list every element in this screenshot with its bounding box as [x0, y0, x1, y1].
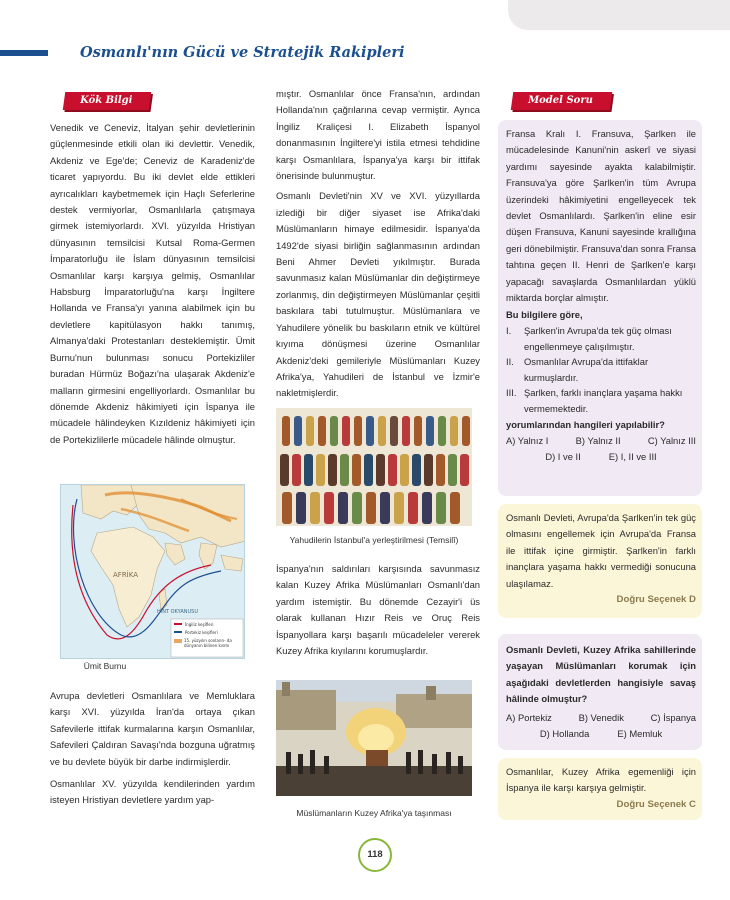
option-d[interactable]: D) I ve II	[545, 451, 581, 463]
question-2-options-row-2	[506, 726, 696, 742]
question-2-explanation-text: Osmanlılar, Kuzey Afrika egemenliği için İspanya ile karşı karşıya gelmiştir.	[506, 766, 696, 794]
map-legend-item: Portekiz keşifleri	[185, 630, 218, 635]
option-e[interactable]: E) I, II ve III	[608, 451, 657, 463]
left-paragraph-3: Osmanlılar XV. yüzyılda kendilerinden yardım isteyen Hristiyan devletlere yardım yap-	[50, 778, 255, 806]
option-d[interactable]: D) Hollanda	[539, 727, 590, 739]
question-1-answer: Doğru Seçenek D	[616, 594, 696, 606]
question-2-options-row-1	[506, 710, 696, 726]
left-paragraph-1: Venedik ve Ceneviz, İtalyan şehir devletlerinin güçlenmesinde etkili olan iki devlettir. Venedik, Akdeniz ve Ege'de; Ceneviz de Karadeniz'de ticaret yapıyordu. Bu iki devlet elde ettikleri ayrıcalıkları kaybetmemek için Haçlı Seferlerine destek vermiyorlar, Osmanlılarla çatışmaya girmek istemiyorlardı. XVI. yüzyılda Hristiyan dünyasının temsilcisi Kutsal Roma-Germen İmparatorluğu ile İslam dünyasının temsilcisi Osmanlılar karşı karşıya gelmiş, Osmanlılar Habsburg İmparatorluğu'na karşı İngiltere Hollanda ve Fransa'yı yanına alabilmek için bu devletlere kapitülasyon hakkı tanımış, Almanya'daki Protestanları desteklemiştir. Ümit Burnu'nun bulunması sonucu Portekizliler buradan Hürmüz Boğazı'na ulaşarak Akdeniz'e malların girmesini engelliyorlardı. Osmanlılar bu dönemde Akdeniz hâkimiyeti için İspanya ile mücadele hâlindeyken Kızıldeniz hâkimiyeti için de Portekizlilerle mücadele hâlinde olmuştur.	[50, 122, 255, 445]
page-title: Osmanlı'nın Gücü ve Stratejik Rakipleri	[80, 44, 405, 61]
question-1-options-row-2	[506, 449, 696, 465]
map-caption: Ümit Burnu	[83, 661, 127, 671]
world-map-illustration	[61, 485, 245, 659]
page-number: 118	[358, 838, 392, 872]
middle-paragraph-1: mıştır. Osmanlılar önce Fransa'nın, ardından Hollanda'nın çağrılarına cevap vermiştir. Ayrıca İngiliz Kraliçesi I. Elizabeth İspanyol donanmasının İngiltere'yi istila etmesi tehdidine karşı Osmanlılara, İspanya'ya karşı bir ittifak önerisinde bulunmuştur.	[276, 88, 480, 182]
question-2-answer: Doğru Seçenek C	[616, 798, 696, 810]
option-a[interactable]: A) Yalnız I	[506, 435, 549, 447]
corner-tab	[508, 0, 730, 30]
image-2-caption: Müslümanların Kuzey Afrika'ya taşınması	[296, 808, 452, 818]
left-paragraph-2: Avrupa devletleri Osmanlılara ve Memluklara karşı XVI. yüzyılda İran'da ortaya çıkan Safevilerle ittifak kurmalarına karşın Osmanlılar, Safevileri Çaldıran Savaşı'nda bozguna uğratmış ve bu devlete büyük bir darbe indirmişlerdir.	[50, 690, 255, 767]
option-a[interactable]: A) Portekiz	[506, 711, 552, 723]
middle-column	[276, 86, 480, 402]
question-1-stem: Fransa Kralı I. Fransuva, Şarlken ile mücadelesinde Kanuni'nin askerî ve siyasi yardımı sayesinde ayakta kalabilmiştir. Fransuva'ya göre Şarlken'in tüm Avrupa üzerindeki hâkimiyetini engelleyecek tek devlet Osmanlılardı. Şarlken'in eline esir düşen Fransuva, Kanuni sayesinde krallığına geri dönebilmiştir. Fransuva'dan sonra Fransa tahtına geçen II. Henri de Şarlken'e karşı yapacağı savaşlarda Osmanlılardan yüklü miktarda borçlar almıştır.	[506, 128, 696, 304]
map-ocean-label: HİNT OKYANUSU	[157, 609, 198, 615]
question-2-explanation	[506, 764, 696, 810]
question-1	[506, 126, 696, 465]
middle-paragraph-3: İspanya'nın saldırıları karşısında savunmasız kalan Kuzey Afrika Müslümanları Osmanlı'dan yardım istemiştir. Bu dönemde Cezayir'i üs olarak kullanan Hızır Reis ve Oruç Reis İspanyollara karşı başarılı mücadeleler vererek Kuzey Afrika kıyılarını korumuşlardır.	[276, 563, 480, 657]
statement-ii: II. Osmanlılar Avrupa'da ittifaklar kurmuşlardır.	[506, 356, 649, 383]
jewish-migration-image	[276, 408, 472, 526]
question-2	[506, 642, 696, 742]
map-legend-item: 15. yüzyılın sonların- da dünyanın bilinen kısmı	[184, 638, 232, 648]
question-1-options-row-1	[506, 433, 696, 449]
option-b[interactable]: B) Venedik	[578, 711, 624, 723]
north-africa-migration-image	[276, 680, 472, 796]
option-c[interactable]: C) Yalnız III	[647, 435, 696, 447]
middle-paragraph-2: Osmanlı Devleti'nin XV ve XVI. yüzyıllarda izlediği bir diğer siyaset ise Afrika'daki Müslümanların himaye edilmesidir. İspanya'da 1492'de siyasi birliğin sağlanmasının ardından Beni Ahmer Devleti yıkılmıştır. Burada savunmasız kalan Müslümanlar din değiştirmeye zorlanmış, din değiştirmeyen Müslümanlar çeşitli baskılara tabi tutulmuştur. Müslümanlara ve Yahudilere yönelik bu baskıların etnik ve kültürel kıyıma dönüşmesi üzerine Osmanlılar Akdeniz'deki gemileriyle Müslümanları Kuzey Afrika'ya, Yahudileri de İstanbul ve İzmir'e nakletmişlerdir.	[276, 190, 480, 399]
cape-route-map	[60, 484, 245, 659]
left-column	[50, 120, 255, 448]
question-1-explanation-text: Osmanlı Devleti, Avrupa'da Şarlken'in tek güç olmasını engellemek için Avrupa'da Fransa ile ittifak içine girmiştir. Şarlken'in farklı inançlara yaşama hakkı vermediği sonucuna ulaşılamaz.	[506, 512, 696, 589]
option-b[interactable]: B) Yalnız II	[575, 435, 621, 447]
kok-bilgi-label: Kök Bilgi	[64, 90, 150, 110]
question-2-stem: Osmanlı Devleti, Kuzey Afrika sahillerinde yaşayan Müslümanları korumak için aşağıdaki devletlerden hangisiyle savaş hâlinde olmuştur?	[506, 644, 696, 705]
image-1-caption: Yahudilerin İstanbul'a yerleştirilmesi (Temsilî)	[289, 535, 459, 545]
question-1-prompt: yorumlarından hangileri yapılabilir?	[506, 419, 665, 431]
option-e[interactable]: E) Memluk	[617, 727, 663, 739]
statement-i: I. Şarlken'in Avrupa'da tek güç olması engellenmeye çalışılmıştır.	[506, 325, 672, 352]
left-column-lower	[50, 688, 255, 809]
statement-iii: III. Şarlken, farklı inançlara yaşama hakkı vermemektedir.	[506, 387, 683, 414]
model-soru-label: Model Soru	[512, 90, 611, 110]
option-c[interactable]: C) İspanya	[650, 711, 696, 723]
middle-column-lower	[276, 561, 480, 659]
question-1-explanation	[506, 510, 696, 605]
map-legend-item: İngiliz keşifleri	[185, 622, 214, 627]
header-accent-bar	[0, 50, 48, 56]
question-1-lead: Bu bilgilere göre,	[506, 309, 583, 321]
map-continent-label: AFRİKA	[113, 571, 138, 579]
